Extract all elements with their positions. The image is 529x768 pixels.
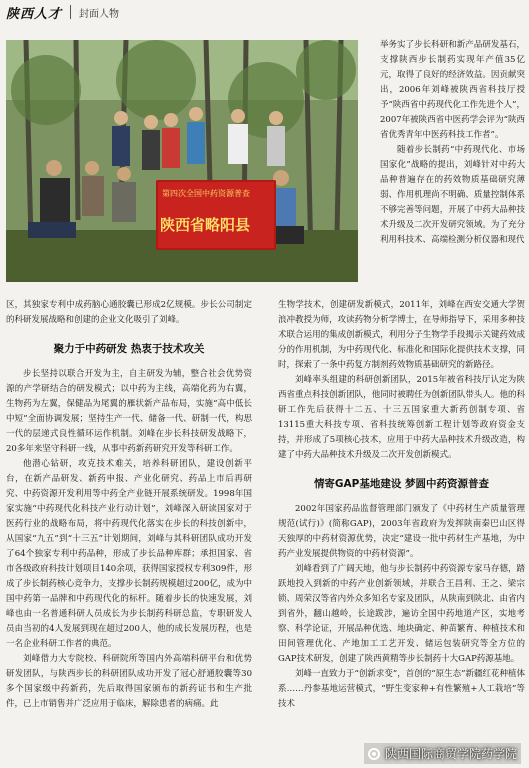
section-label: 封面人物	[79, 8, 120, 20]
magazine-title: 陕西人才	[6, 6, 63, 22]
watermark-text: 陕西国际商贸学院药学院	[384, 747, 517, 761]
paragraph: 生物学技术，创建研发新模式，2011年，刘峰在西安交通大学贺浪冲教授为师，攻读药物分析学博士，在导师指导下，采用多种技术联合运用的集成创新模式，利用分子生物学手段揭示关键药效成分的作用机制，为中药现代化、标准化和国际化提供技术支撑，同时，探索了一条中药复方制剂药效物质基础研究的新路径。	[278, 300, 525, 370]
paragraph: 刘峰率头组建的科研创新团队，2015年被省科技厅认定为陕西省重点科技创新团队，他同时被聘任为创新团队带头人。他的科研工作先后获得十二五、十三五国家重大新药创制专项、省13115重大科技专项、省科技统筹创新工程计划等政府资金支持，并形成了5项核心技术，应用于中药大品种技术升级改造，构建了中药大品种技术升级及二次开发创新模式。	[278, 375, 525, 460]
banner-title: 陕西省略阳县	[160, 216, 251, 234]
paragraph: 举务实了步长科研和新产品研发基石，支撑陕西步长制药实现年产值35亿元，取得了良好的经济效益。因贡献突出，2006年刘峰被陕西省科技厅授予“陕西省中药现代化工作先进个人”，2007年被陕西省中医药学会评为“陕西省优秀青年中医药科技工作者”。	[380, 40, 525, 140]
header-divider	[70, 5, 71, 19]
page-header	[0, 0, 529, 24]
paragraph: 随着步长制药“中药现代化、市场国家化”战略的提出，刘峰针对中药大品种普遍存在的药效物质基础研究薄弱、作用机理尚不明确、质量控制体系不够完善等问题，开展了中药大品种技术升级及二次开发研究领域。为了充分利用科技术、高端检测分析仪器和现代	[380, 145, 525, 245]
right-top-column	[380, 38, 525, 248]
paragraph: 刘峰借力大专院校、科研院所等国内外高端科研平台和优势研发团队，与陕西步长的科研团队成功开发了冠心舒通胶囊等30多个国家级中药新药，先后取得国家颁布的新药证书和生产批件，已上市销售并广泛应用于临床，解除患者的病痛。此	[6, 654, 252, 709]
group-photo	[6, 40, 358, 282]
paragraph: 他潜心钻研，攻克技术难关，培养科研团队，建设创新平台，在新产品研发、新药申报、产业化研究、药品上市后再研究、中药资源开发利用等中药全产业链开展系统研发。1998年国家实施“中药现代化科技产业行动计划”，刘峰深入研读国家对于医药行业的战略布局，将中药现代化落实在步长的科技创新中，从国家“九五”到“十三五”计划期间，刘峰与其科研团队成功开发了64个独家专利中药品种，形成了步长品种库群；承担国家、省市各级政府科技计划项目140余项，获得国家授权专利309件，形成了步长制药核心竞争力，支撑步长制药规模超过200亿，成为中国中药第一品牌和中药现代化的标杆。随着步长的快速发展，刘峰也由一名普通科研人员成长为步长制药科研总监，专职研发人员由当初的4人发展到现在超过200人，他的成长发展历程，也是一名企业科研工作者的典范。	[6, 459, 252, 649]
paragraph: 刘峰一直致力于“创新求变”，首创的“原生态”新疆红花种植体系……丹参基地运营模式，“野生变家种+有性繁殖+人工栽培”等技术	[278, 669, 525, 709]
right-column	[278, 298, 525, 712]
left-column	[6, 298, 252, 712]
paragraph: 2002年国家药品监督管理部门颁发了《中药材生产质量管理规范(试行)》(简称GAP)，2003年省政府为发挥陕南秦巴山区得天独厚的中药材资源优势，决定“建设一批中药材生产基地，为中药产业发展提供物资的中药材资源”。	[278, 504, 525, 559]
wechat-watermark	[364, 743, 521, 764]
paragraph: 刘峰看到了广阔天地，他与步长制药中药资源专家马存德，踏跃地投入到新的中药产业创新领域，并联合王昌利、王之、梁宗锁、周荣汉等省内外众多知名专家及团队，从陕南到陕北、由省内到省外，翻山越岭，长途跋涉，遍访全国中药地道产区，实地考察、科学论证，开展品种优选、地块确定、种苗繁育、种植技术和田间管理优化、产地加工工艺开发、储运包装研究等全方位的GAP技术研发，创建了陕西黄精等步长制药十大GAP药源基地。	[278, 564, 525, 664]
red-banner	[156, 180, 276, 250]
intro-paragraph: 区，其独家专利中成药脑心通胶囊已形成2亿规模。步长公司制定的科研发展战略和创建的企业文化吸引了刘峰。	[6, 300, 252, 325]
banner-subtitle: 第四次全国中药资源普查	[162, 189, 250, 198]
paragraph: 步长坚持以联合开发为主，自主研发为辅，整合社会优势资源的产学研结合的研发模式；以中药为主线，高端化药为右翼，生物药为左翼，保健品为尾翼的雁状新产品布局，实施“高中低长中短”全面协调发展；坚持生产一代、储备一代、研制一代，构思一代的层递式良性循环运作机制。刘峰在步长科技研发战略下，20多年来坚守科研一线，从事中药新药研究开发等科研工作。	[6, 369, 252, 454]
section1-heading: 聚力于中药研发 热衷于技术攻关	[53, 343, 205, 355]
wechat-icon	[368, 748, 380, 760]
section2-heading: 情寄GAP基地建设 梦圆中药资源普查	[313, 478, 490, 490]
